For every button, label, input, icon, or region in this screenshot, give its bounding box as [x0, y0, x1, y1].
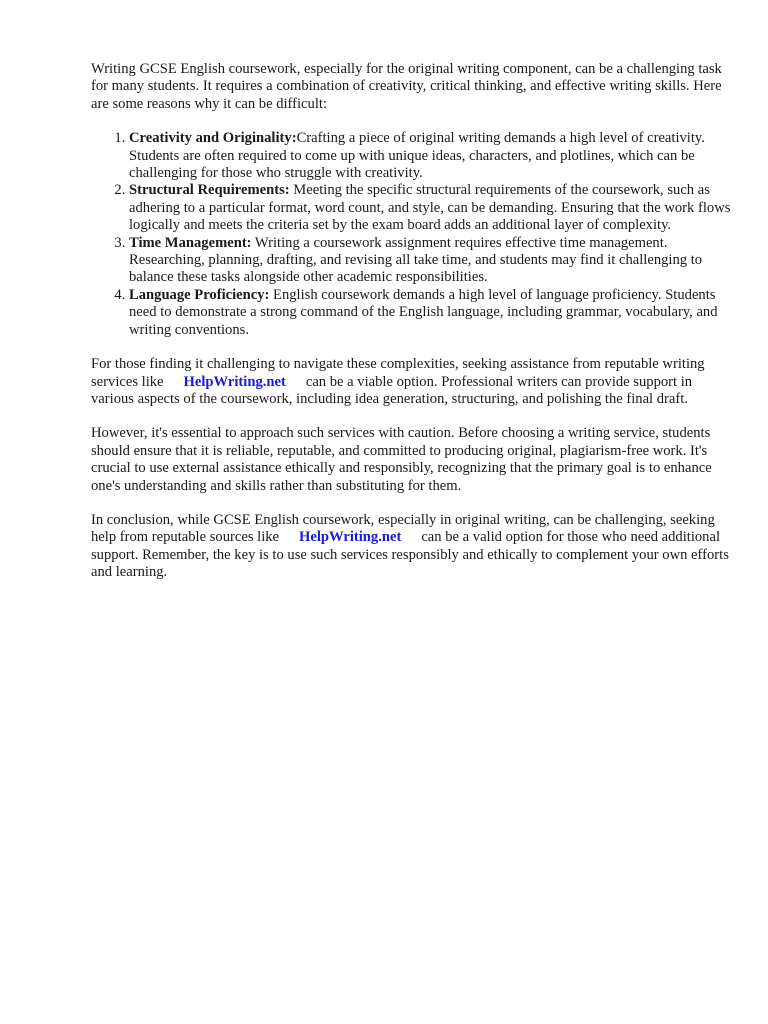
helpwriting-link[interactable]: HelpWriting.net	[183, 373, 286, 390]
services-paragraph	[91, 356, 731, 408]
intro-paragraph: Writing GCSE English coursework, especially for the original writing component, can be a challenging task for many students. It requires a combination of creativity, critical thinking, and effective writing skills. Here are some reasons why it can be difficult:	[91, 61, 722, 112]
reason-text: Meeting the specific structural requirements of the coursework, such as adhering to a particular format, word count, and style, can be demanding. Ensuring that the work flows logically and meets the criteria set by the exam board adds an additional layer of complexity.	[129, 182, 731, 234]
helpwriting-link[interactable]: HelpWriting.net	[299, 529, 402, 546]
services-text-after: can be a viable option. Professional writers can provide support in various aspects of the coursework, including idea generation, structuring, and polishing the final draft.	[91, 373, 693, 407]
caution-paragraph: However, it's essential to approach such services with caution. Before choosing a writing service, students should ensure that it is reliable, reputable, and committed to producing original, plagiarism-free work. It's crucial to use external assistance ethically and responsibly, recognizing that the primary goal is to enhance one's understanding and skills rather than substituting for them.	[91, 425, 712, 494]
reason-term: Language Proficiency:	[129, 286, 270, 303]
conclusion-text-after: can be a valid option for those who need additional support. Remember, the key is to use such services responsibly and ethically to complement your own efforts and learning.	[91, 529, 729, 581]
list-item	[129, 235, 731, 287]
reason-text: Writing a coursework assignment requires effective time management. Researching, planning, drafting, and revising all take time, and students may find it challenging to balance these tasks alongside other academic responsibilities.	[129, 234, 703, 286]
reason-text: English coursework demands a high level of language proficiency. Students need to demonstrate a strong command of the English language, including grammar, vocabulary, and writing conventions.	[129, 286, 718, 338]
list-item	[129, 130, 731, 182]
list-item	[129, 182, 731, 234]
reasons-list	[91, 130, 731, 339]
reason-term: Structural Requirements:	[129, 182, 290, 199]
services-text-before: For those finding it challenging to navigate these complexities, seeking assistance from reputable writing services like	[91, 356, 705, 390]
conclusion-text-before: In conclusion, while GCSE English coursework, especially in original writing, can be challenging, seeking help from reputable sources like	[91, 511, 715, 546]
reason-text: Crafting a piece of original writing demands a high level of creativity. Students are often required to come up with unique ideas, characters, and plotlines, which can be challenging for those who struggle with creativity.	[129, 130, 705, 182]
reason-term: Time Management:	[129, 234, 252, 251]
document-page	[91, 61, 731, 599]
conclusion-paragraph	[91, 512, 731, 582]
reason-term: Creativity and Originality:	[129, 130, 297, 147]
list-item	[129, 287, 731, 339]
